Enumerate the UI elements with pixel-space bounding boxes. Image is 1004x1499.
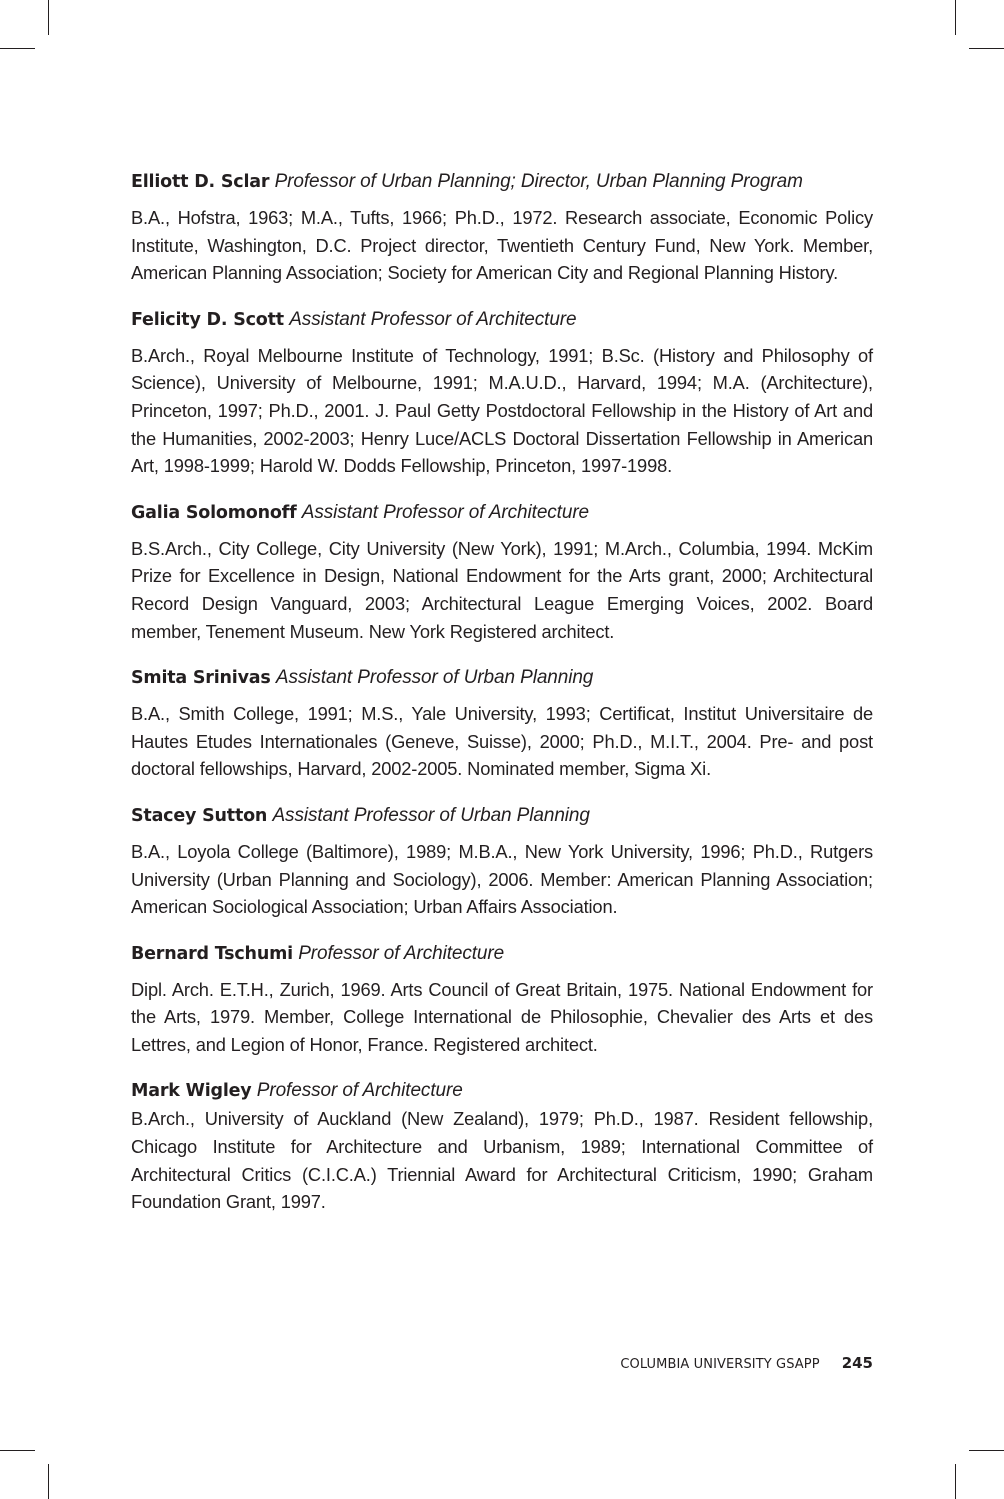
faculty-title: Professor of Urban Planning; Director, Urban Planning Program (274, 171, 803, 192)
faculty-name: Felicity D. Scott (131, 309, 284, 330)
faculty-bio: B.A., Smith College, 1991; M.S., Yale University, 1993; Certificat, Institut Universitaire de Hautes Etudes Internationales (Geneve, Suisse), 2000; Ph.D., M.I.T., 2004. Pre- and post doctoral fellowships, Harvard, 2002-2005. Nominated member, Sigma Xi. (131, 703, 873, 780)
faculty-heading (131, 1078, 873, 1104)
faculty-entry (131, 803, 873, 921)
faculty-heading (131, 500, 873, 526)
faculty-title: Professor of Architecture (256, 1080, 463, 1102)
faculty-entry (131, 1078, 873, 1215)
faculty-bio: B.Arch., University of Auckland (New Zealand), 1979; Ph.D., 1987. Resident fellowship, Chicago Institute for Architecture and Urbanism, 1989; International Committee of Architectural Critics (C.I.C.A.) Triennial Award for Architectural Criticism, 1990; Graham Foundation Grant, 1997. (131, 1108, 873, 1213)
faculty-bio: B.A., Hofstra, 1963; M.A., Tufts, 1966; Ph.D., 1972. Research associate, Economic Policy Institute, Washington, D.C. Project director, Twentieth Century Fund, New York. Member, American Planning Association; Society for American City and Regional Planning History. (131, 207, 873, 284)
faculty-heading (131, 941, 873, 967)
footer-publication-label: COLUMBIA UNIVERSITY GSAPP (620, 1357, 820, 1372)
crop-mark-top-right-horizontal (969, 48, 1004, 49)
faculty-heading (131, 307, 873, 333)
faculty-title: Assistant Professor of Urban Planning (272, 804, 590, 826)
faculty-entry (131, 169, 873, 287)
page-number: 245 (841, 1354, 873, 1372)
faculty-bio: Dipl. Arch. E.T.H., Zurich, 1969. Arts Council of Great Britain, 1975. National Endowment for the Arts, 1979. Member, College International de Philosophie, Chevalier des Arts et des Lettres, and Legion of Honor, France. Registered architect. (131, 978, 873, 1055)
faculty-bio: B.Arch., Royal Melbourne Institute of Technology, 1991; B.Sc. (History and Philosophy of Science), University of Melbourne, 1991; M.A.U.D., Harvard, 1994; M.A. (Architecture), Princeton, 1997; Ph.D., 2001. J. Paul Getty Postdoctoral Fellowship in the History of Art and the Humanities, 2002-2003; Henry Luce/ACLS Doctoral Dissertation Fellowship in American Art, 1998-1999; Harold W. Dodds Fellowship, Princeton, 1997-1998. (131, 344, 873, 477)
faculty-bio: B.S.Arch., City College, City University (New York), 1991; M.Arch., Columbia, 1994. McKim Prize for Excellence in Design, National Endowment for the Arts grant, 2000; Architectural Record Design Vanguard, 2003; Architectural League Emerging Voices, 2002. Board member, Tenement Museum. New York Registered architect. (131, 537, 873, 642)
faculty-name: Smita Srinivas (131, 668, 271, 689)
crop-mark-bottom-right-horizontal (969, 1450, 1004, 1451)
faculty-heading (131, 169, 873, 195)
faculty-heading (131, 665, 873, 691)
faculty-name: Stacey Sutton (131, 805, 268, 826)
crop-mark-bottom-left-vertical (48, 1464, 49, 1499)
faculty-name: Galia Solomonoff (131, 502, 297, 523)
crop-mark-top-left-horizontal (0, 48, 35, 49)
faculty-name: Mark Wigley (131, 1081, 252, 1102)
faculty-name: Bernard Tschumi (131, 943, 293, 964)
crop-mark-bottom-left-horizontal (0, 1450, 35, 1451)
faculty-entry (131, 665, 873, 783)
crop-mark-top-right-vertical (955, 0, 956, 35)
faculty-heading (131, 803, 873, 829)
faculty-list (131, 169, 873, 1236)
faculty-title: Professor of Architecture (298, 942, 505, 964)
page-footer (620, 1354, 873, 1372)
faculty-title: Assistant Professor of Architecture (289, 308, 577, 330)
faculty-bio: B.A., Loyola College (Baltimore), 1989; M.B.A., New York University, 1996; Ph.D., Rutgers University (Urban Planning and Sociology), 2006. Member: American Planning Association; American Sociological Association; Urban Affairs Association. (131, 840, 873, 918)
faculty-entry (131, 307, 873, 480)
faculty-title: Assistant Professor of Urban Planning (275, 667, 594, 689)
faculty-entry (131, 500, 873, 645)
crop-mark-bottom-right-vertical (955, 1464, 956, 1499)
faculty-title: Assistant Professor of Architecture (301, 501, 590, 523)
faculty-name: Elliott D. Sclar (131, 172, 270, 192)
crop-mark-top-left-vertical (48, 0, 49, 35)
faculty-entry (131, 941, 873, 1059)
